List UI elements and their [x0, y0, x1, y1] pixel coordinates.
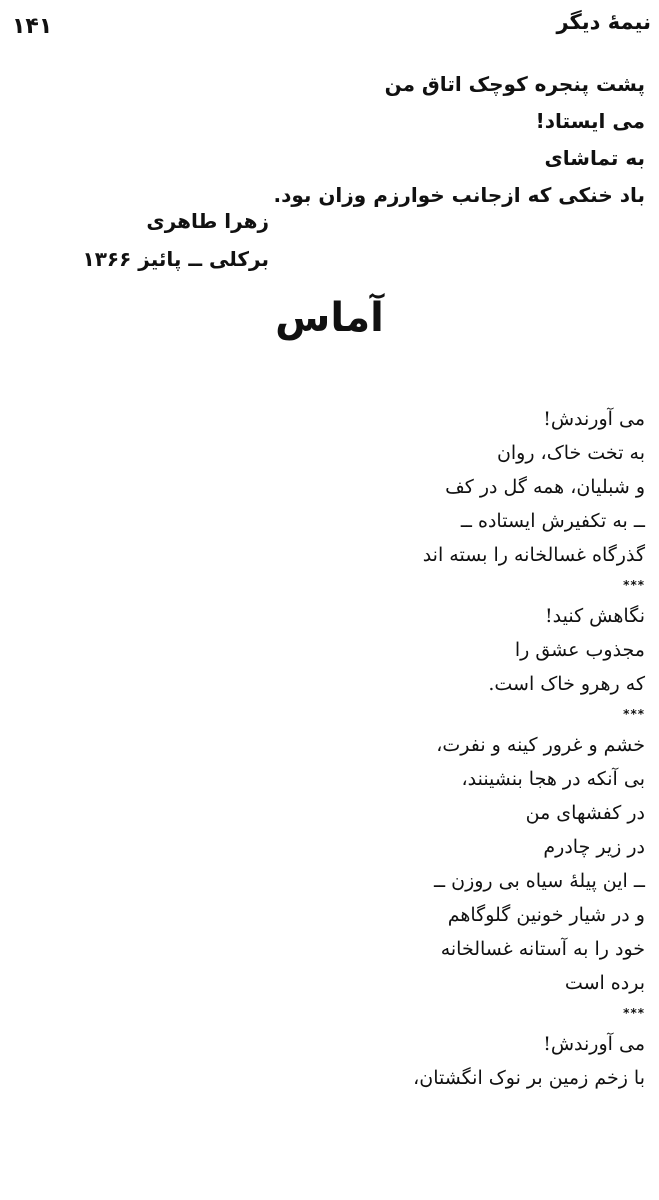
poem-line: ــ این پیلهٔ سیاه بی روزن ــ [433, 870, 645, 892]
poem-line: می آورندش! [543, 1033, 645, 1055]
poem-line: برده است [564, 972, 645, 994]
poem-line: نگاهش کنید! [545, 605, 645, 627]
poem-title: آماس [275, 295, 384, 341]
poem-line: می ایستاد! [535, 109, 645, 133]
stanza-separator: *** [623, 707, 645, 721]
poem-line: ــ به تکفیرش ایستاده ــ [460, 510, 645, 532]
poem-line: در کفشهای من [525, 802, 645, 824]
poem-line: و شبلیان، همه گل در کف [445, 476, 645, 498]
stanza-separator: *** [623, 1006, 645, 1020]
poem-line: پشت پنجره کوچک اتاق من [384, 72, 645, 96]
poem-line: خود را به آستانه غسالخانه [440, 938, 645, 960]
poem-line: مجذوب عشق را [514, 639, 645, 661]
poem-line: که رهرو خاک است. [488, 673, 645, 695]
poem-line: با زخم زمین بر نوک انگشتان، [413, 1067, 645, 1089]
poem-line: به تماشای [544, 146, 645, 170]
running-head-title: نیمهٔ دیگر [556, 10, 651, 34]
poem-line: خشم و غرور کینه و نفرت، [436, 734, 645, 756]
stanza-separator: *** [623, 578, 645, 592]
poem-line: به تخت خاک، روان [496, 442, 645, 464]
previous-poem-ending [273, 66, 645, 214]
poem-line: در زیر چادرم [543, 836, 645, 858]
poem-line: می آورندش! [543, 408, 645, 430]
place-and-date: برکلی ــ پائیز ۱۳۶۶ [82, 247, 269, 271]
poem-line: باد خنکی که ازجانب خوارزم وزان بود. [273, 183, 645, 207]
poem-body [345, 402, 645, 1095]
poem-line: و در شیار خونین گلوگاهم [447, 904, 645, 926]
poem-line: بی آنکه در هجا بنشینند، [461, 768, 645, 790]
author-name: زهرا طاهری [146, 209, 269, 233]
page-number: ۱۴۱ [12, 14, 53, 39]
poem-signature [82, 202, 269, 278]
poem-line: گذرگاه غسالخانه را بسته اند [422, 544, 645, 566]
